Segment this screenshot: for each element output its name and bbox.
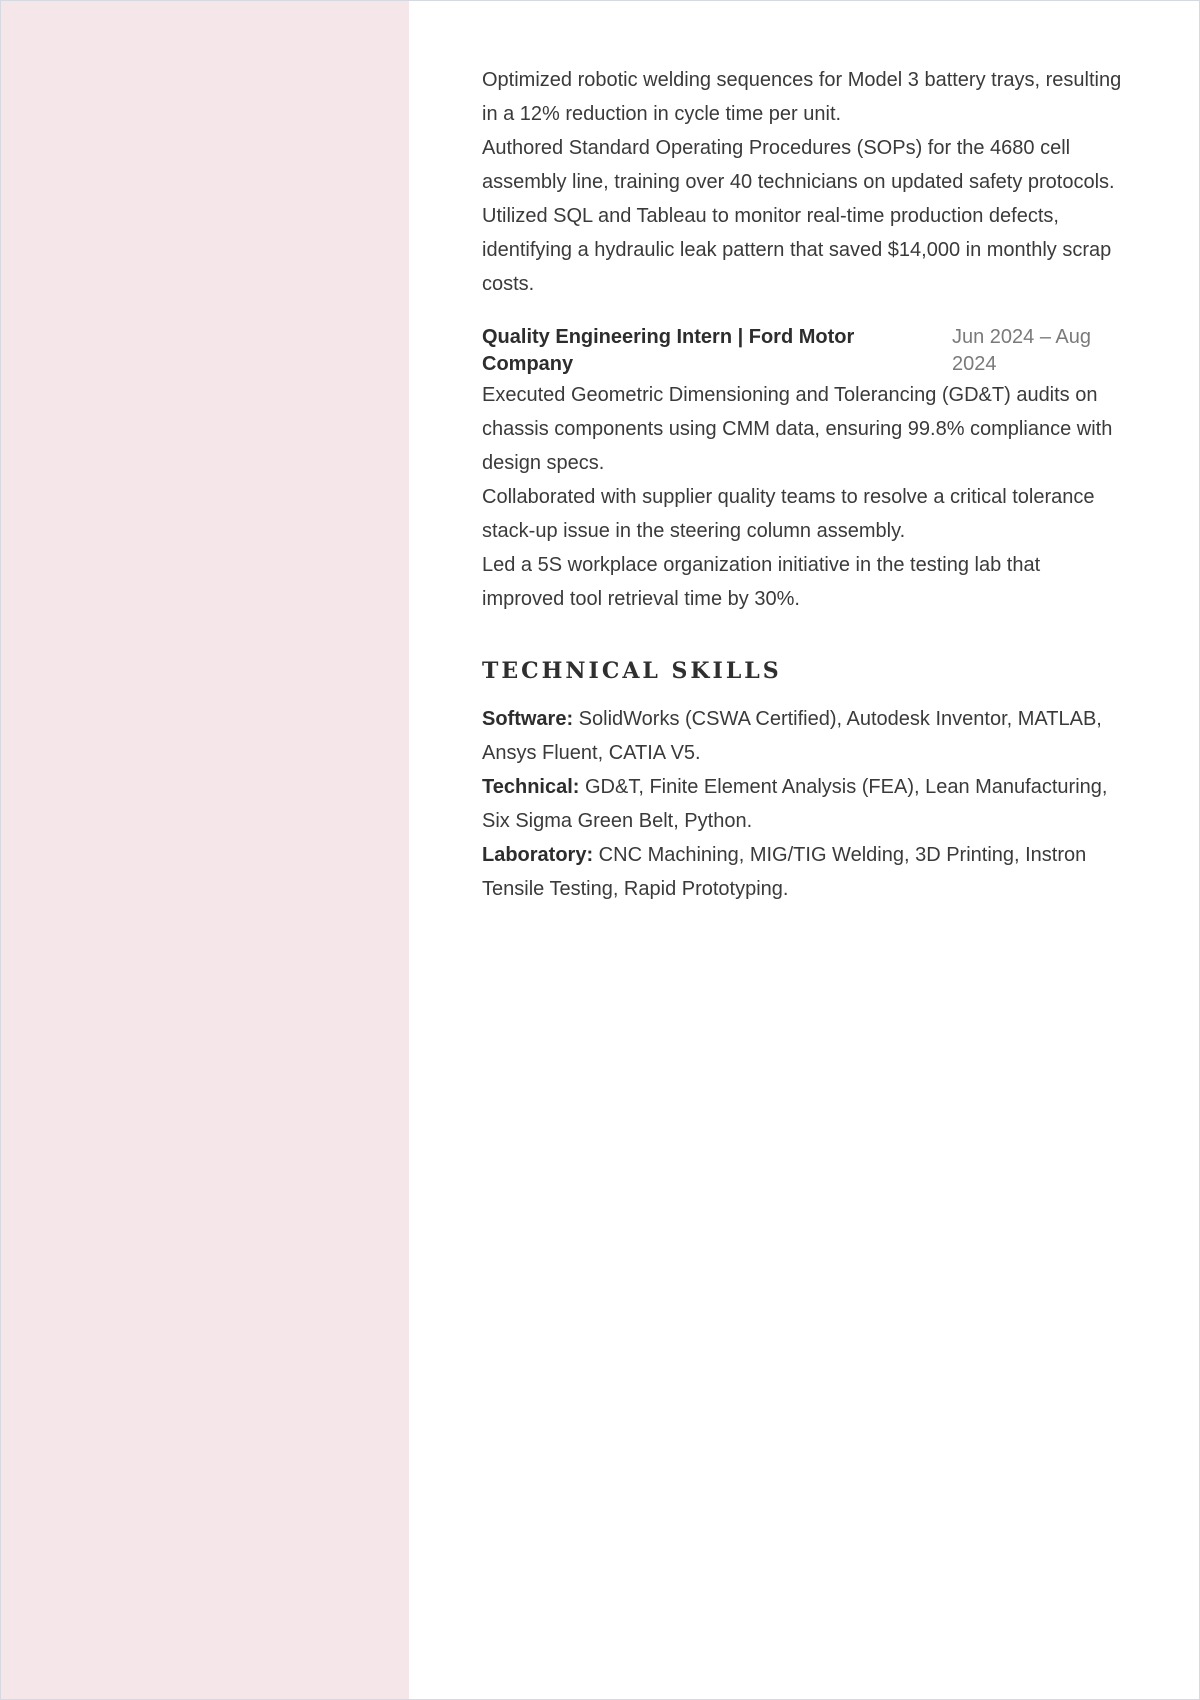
job-bullets [482,378,1122,616]
technical-skills-heading: TECHNICAL SKILLS [482,658,782,684]
skill-row [482,770,1122,838]
job-dates: Jun 2024 – Aug 2024 [952,326,1092,375]
job-header [482,324,1122,378]
skill-text: GD&T, Finite Element Analysis (FEA), Lean Manufacturing, Six Sigma Green Belt, Python. [482,776,1108,832]
job-bullet: Authored Standard Operating Procedures (SOPs) for the 4680 cell assembly line, training over 40 technicians on updated safety protocols. [482,137,1115,193]
job-bullet: Utilized SQL and Tableau to monitor real-time production defects, identifying a hydraulic leak pattern that saved $14,000 in monthly scrap costs. [482,205,1112,295]
skill-label: Laboratory: [482,844,594,866]
skill-text: SolidWorks (CSWA Certified), Autodesk Inventor, MATLAB, Ansys Fluent, CATIA V5. [482,708,1102,764]
skill-label: Technical: [482,776,580,798]
skills-list [482,702,1122,906]
job-title: Quality Engineering Intern | Ford Motor Company [482,326,855,375]
main-content [482,63,1122,906]
job-bullet: Executed Geometric Dimensioning and Tolerancing (GD&T) audits on chassis components using CMM data, ensuring 99.8% compliance with design specs. [482,384,1113,474]
skill-row [482,838,1122,906]
previous-job-bullets [482,63,1122,301]
job-bullet: Optimized robotic welding sequences for Model 3 battery trays, resulting in a 12% reduction in cycle time per unit. [482,69,1122,125]
skill-label: Software: [482,708,574,730]
skill-row [482,702,1122,770]
skill-text: CNC Machining, MIG/TIG Welding, 3D Printing, Instron Tensile Testing, Rapid Prototyping. [482,844,1087,900]
job-bullet: Collaborated with supplier quality teams to resolve a critical tolerance stack-up issue in the steering column assembly. [482,486,1095,542]
sidebar-panel [1,1,409,1699]
job-bullet: Led a 5S workplace organization initiative in the testing lab that improved tool retrieval time by 30%. [482,554,1041,610]
